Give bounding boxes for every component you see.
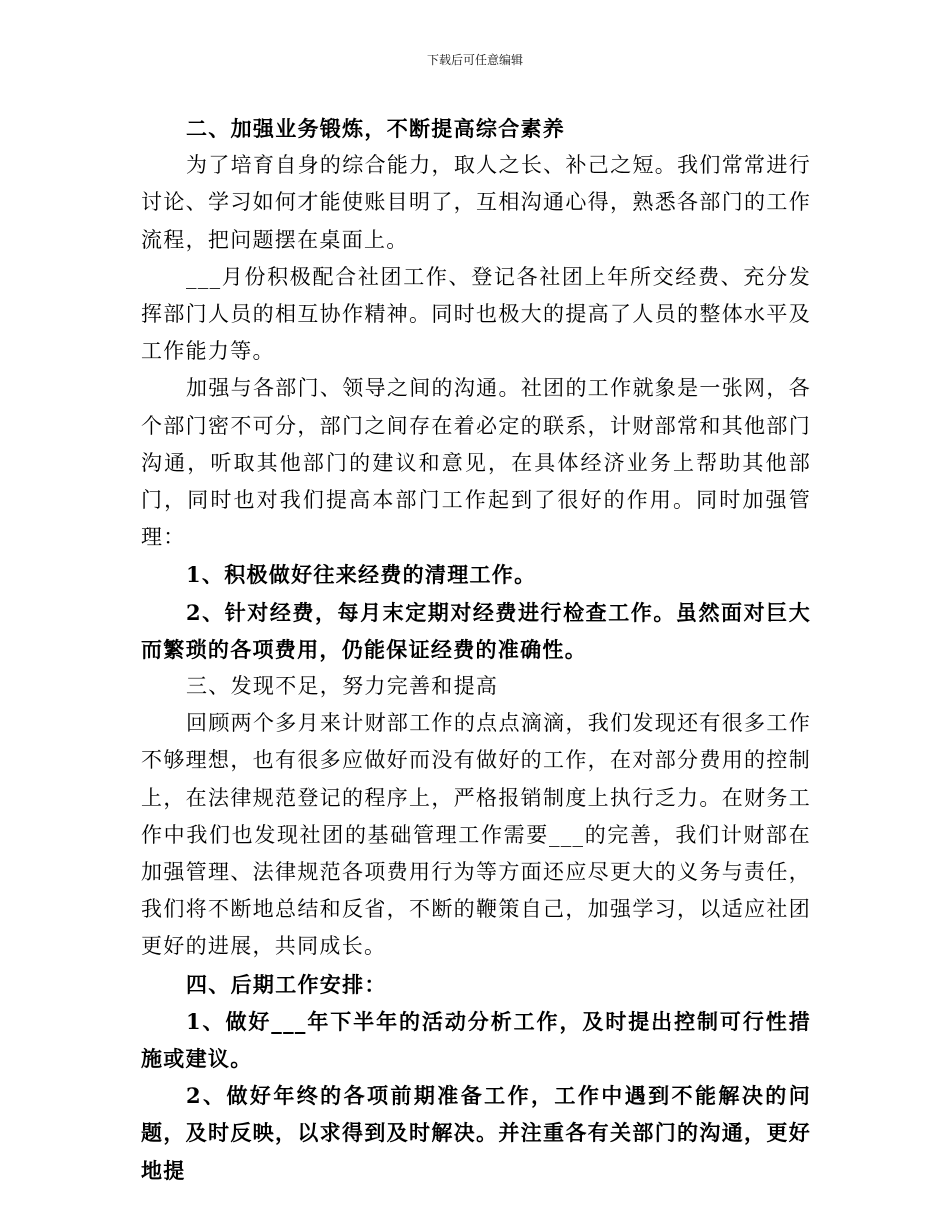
section-heading-3: 三、发现不足，努力完善和提高 xyxy=(186,674,499,699)
list-item: 1、做好___年下半年的活动分析工作，及时提出控制可行性措施或建议。 xyxy=(141,1008,811,1072)
page-header: 下载后可任意编辑 xyxy=(426,53,523,67)
body-paragraph: 回顾两个多月来计财部工作的点点滴滴，我们发现还有很多工作不够理想，也有很多应做好而没有做好的工作，在对部分费用的控制上，在法律规范登记的程序上，严格报销制度上执行乏力。在财务工作中我们也发现社团的基础管理工作需要___的完善，我们计财部在加强管理、法律规范各项费用行为等方面还应尽更大的义务与责任，我们将不断地总结和反省，不断的鞭策自己，加强学习，以适应社团更好的进展，共同成长。 xyxy=(141,711,811,959)
body-paragraph: 为了培育自身的综合能力，取人之长、补己之短。我们常常进行讨论、学习如何才能使账目明了，互相沟通心得，熟悉各部门的工作流程，把问题摆在桌面上。 xyxy=(141,153,811,252)
list-item: 1、积极做好往来经费的清理工作。 xyxy=(186,562,537,588)
body-paragraph: 加强与各部门、领导之间的沟通。社团的工作就象是一张网，各个部门密不可分，部门之间存在着必定的联系，计财部常和其他部门沟通，听取其他部门的建议和意见，在具体经济业务上帮助其他部门，同时也对我们提高本部门工作起到了很好的作用。同时加强管理： xyxy=(141,376,811,550)
body-paragraph: ___月份积极配合社团工作、登记各社团上年所交经费、充分发挥部门人员的相互协作精神。同时也极大的提高了人员的整体水平及工作能力等。 xyxy=(141,264,811,364)
section-heading-4: 四、后期工作安排： xyxy=(186,971,387,997)
section-heading-2: 二、加强业务锻炼，不断提高综合素养 xyxy=(186,116,566,141)
document-body xyxy=(141,110,811,1189)
list-item: 2、做好年终的各项前期准备工作，工作中遇到不能解决的问题，及时反映，以求得到及时解决。并注重各有关部门的沟通，更好地提 xyxy=(141,1083,811,1183)
list-item: 2、针对经费，每月末定期对经费进行检查工作。虽然面对巨大而繁琐的各项费用，仍能保证经费的准确性。 xyxy=(141,599,811,662)
